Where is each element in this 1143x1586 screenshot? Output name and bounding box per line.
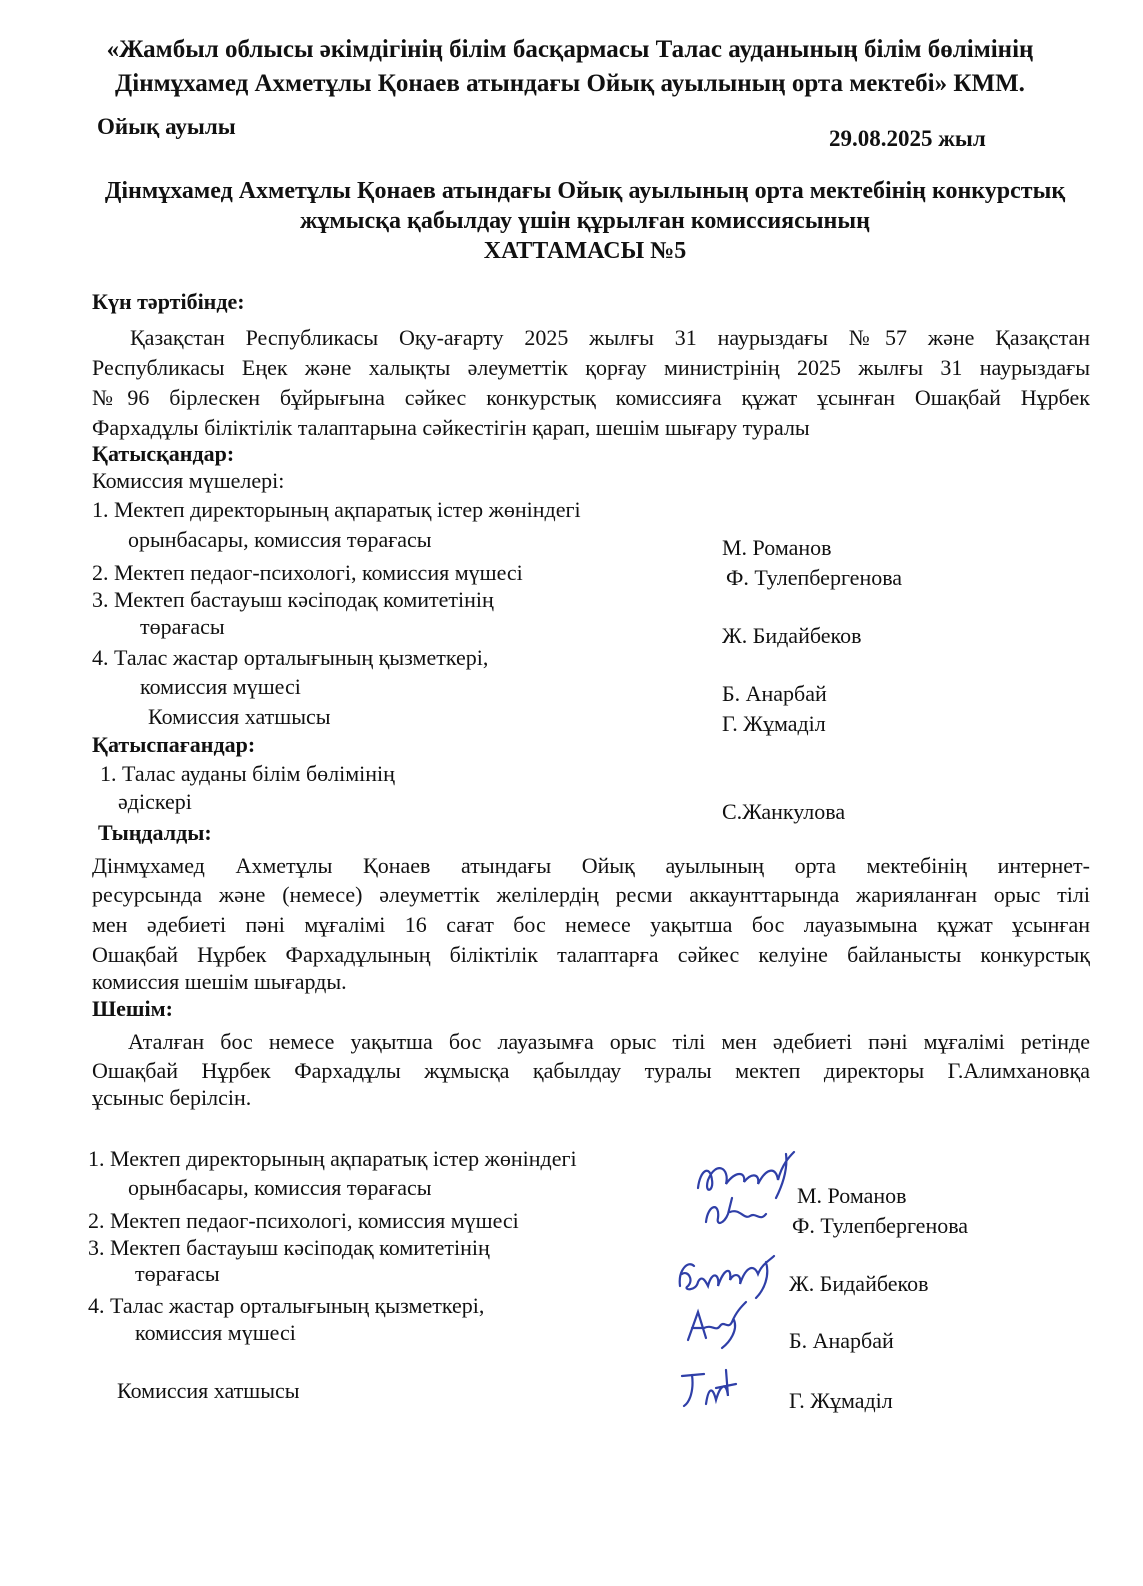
absent-heading: Қатыспағандар: [92,732,256,757]
member-3-role-cont: төрағасы [140,614,225,639]
sign-4-role: 4. Талас жастар орталығының қызметкері, [88,1293,485,1318]
org-header-line1: «Жамбыл облысы әкімдігінің білім басқармасы Талас ауданының білім бөлімінің [106,36,1034,63]
sign-1-role: 1. Мектеп директорының ақпаратық істер жөніндегі [88,1146,577,1171]
decision-heading: Шешім: [92,996,173,1021]
agenda-line: Республикасы Еңек және халықты әлеуметтік қорғау министрінің 2025 жылғы 31 наурыздағы [92,355,1090,380]
decision-line: Аталған бос немесе уақытша бос лауазымға орыс тілі мен әдебиеті пәні мұғалімі ретінде [128,1029,1090,1054]
signature-anarbai [682,1300,752,1350]
sign-2-role: 2. Мектеп педаог-психологі, комиссия мүшесі [88,1208,519,1233]
member-1-role-cont: орынбасары, комиссия төрағасы [128,527,432,552]
signature-tulepbergenova [700,1192,780,1232]
member-1-name: М. Романов [722,535,832,560]
member-1-role: 1. Мектеп директорының ақпаратық істер жөніндегі [92,497,581,522]
sign-1-name: М. Романов [797,1183,907,1208]
agenda-heading: Күн тәртібінде: [92,289,245,314]
heard-line: Ошақбай Нұрбек Фархадұлының біліктілік талаптарға сәйкес келуіне байланысты конкурстық [92,942,1090,967]
title-protocol-number: ХАТТАМАСЫ №5 [483,238,687,264]
heard-line: Дінмұхамед Ахметұлы Қонаев атындағы Ойық ауылының орта мектебінің интернет- [92,853,1090,878]
agenda-line: №96 бірлескен бұйрығына сәйкес конкурстық комиссияға құжат ұсынған Ошақбай Нұрбек [92,385,1090,410]
date: 29.08.2025 жыл [829,126,986,151]
member-2-role: 2. Мектеп педаог-психологі, комиссия мүшесі [92,560,523,585]
member-3-role: 3. Мектеп бастауыш кәсіподақ комитетінің [92,587,494,612]
agenda-line: Фархадұлы біліктілік талаптарына сәйкестігін қарап, шешім шығару туралы [92,415,810,440]
sign-3-role: 3. Мектеп бастауыш кәсіподақ комитетінің [88,1235,490,1260]
heard-line: комиссия шешім шығарды. [92,969,347,994]
present-subheading: Комиссия мүшелері: [92,468,285,493]
sign-secretary-label: Комиссия хатшысы [117,1378,300,1403]
heard-line: ресурсында және (немесе) әлеуметтік желілердің ресми аккаунттарында жарияланған орыс тілі [92,882,1090,907]
place: Ойық ауылы [97,114,236,139]
heard-heading: Тыңдалды: [98,820,212,845]
absent-role: 1. Талас ауданы білім бөлімінің [100,761,395,786]
sign-1-role-cont: орынбасары, комиссия төрағасы [128,1175,432,1200]
member-2-name: Ф. Тулепбергенова [726,565,903,590]
signature-bidaibekov [674,1252,789,1302]
signature-zhumadil [676,1366,746,1412]
sign-2-name: Ф. Тулепбергенова [792,1213,969,1238]
decision-line: ұсыныс берілсін. [92,1085,252,1110]
secretary-name: Г. Жұмаділ [722,711,826,736]
sign-4-name: Б. Анарбай [789,1328,894,1353]
title-line2: жұмысқа қабылдау үшін құрылған комиссиясының [300,208,870,234]
org-header-line2: Дінмұхамед Ахметұлы Қонаев атындағы Ойық ауылының орта мектебі» КММ. [115,70,1025,97]
decision-line: Ошақбай Нұрбек Фархадұлы жұмысқа қабылдау туралы мектеп директоры Г.Алимхановқа [92,1058,1090,1083]
sign-secretary-name: Г. Жұмаділ [789,1388,893,1413]
present-heading: Қатысқандар: [92,441,235,466]
member-4-role-cont: комиссия мүшесі [140,674,301,699]
member-4-name: Б. Анарбай [722,681,827,706]
secretary-label: Комиссия хатшысы [148,704,331,729]
heard-line: мен әдебиеті пәні мұғалімі 16 сағат бос немесе уақытша бос лауазымына құжат ұсынған [92,912,1090,937]
absent-name: С.Жанкулова [722,799,846,824]
sign-4-role-cont: комиссия мүшесі [135,1320,296,1345]
absent-role-cont: әдіскері [118,789,192,814]
sign-3-name: Ж. Бидайбеков [789,1271,929,1296]
member-3-name: Ж. Бидайбеков [722,623,862,648]
sign-3-role-cont: төрағасы [135,1261,220,1286]
title-line1: Дінмұхамед Ахметұлы Қонаев атындағы Ойық ауылының орта мектебінің конкурстық [104,178,1066,204]
agenda-line: Қазақстан Республикасы Оқу-ағарту 2025 жылғы 31 наурыздағы №57 және Қазақстан [130,325,1090,350]
member-4-role: 4. Талас жастар орталығының қызметкері, [92,645,489,670]
